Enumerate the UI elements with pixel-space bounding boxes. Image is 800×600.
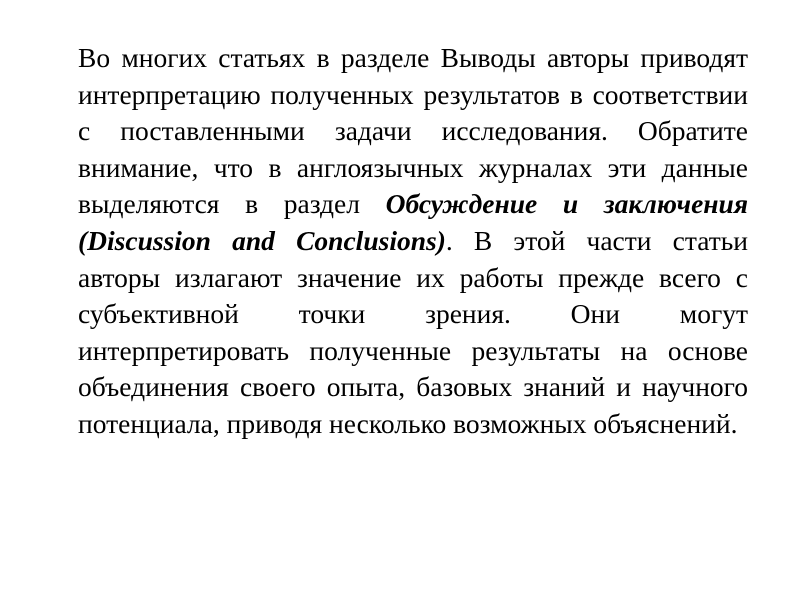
paragraph-text-rest: . В этой части статьи авторы излагают значение их работы прежде всего с субъективной точки зрения. Они могут интерпретировать полученные результаты на основе объединения своего опыта, базовых знаний и научного потенциала, приводя несколько возможных объяснений. <box>78 224 748 439</box>
paragraph-text-intro: Во многих статьях в разделе Выводы авторы приводят интерпретацию полученных результатов в соответствии с поставленными задачи исследования. Обратите внимание, что в англоязычных журналах эти данные выделяются в раздел <box>78 42 748 220</box>
body-paragraph <box>78 40 748 443</box>
section-name-emphasis: Обсуждение и заключения (Discussion and Conclusions) <box>78 188 749 256</box>
